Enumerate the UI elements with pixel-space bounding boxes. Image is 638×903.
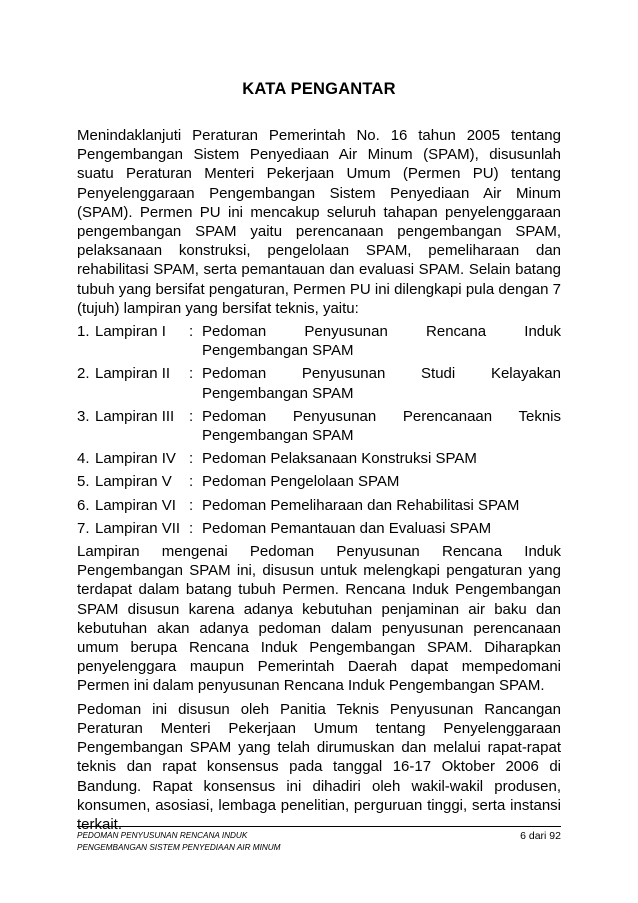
intro-paragraph: Menindaklanjuti Peraturan Pemerintah No. 16 tahun 2005 tentang Pengembangan Sistem Penyediaan Air Minum (SPAM), disusunlah suatu Peraturan Menteri Pekerjaan Umum (Permen PU) tentang Penyelenggaraan Pengembangan Sistem Penyediaan Air Minum (SPAM). Permen PU ini mencakup seluruh tahapan penyelenggaraan pengembangan SPAM yaitu perencanaan pengembangan SPAM, pelaksanaan konstruksi, pengelolaan SPAM, pemeliharaan dan rehabilitasi SPAM, serta pemantauan dan evaluasi SPAM. Selain batang tubuh yang bersifat pengaturan, Permen PU ini dilengkapi pula dengan 7 (tujuh) lampiran yang bersifat teknis, yaitu: (77, 127, 561, 317)
third-paragraph: Pedoman ini disusun oleh Panitia Teknis Penyusunan Rancangan Peraturan Menteri Pekerjaan Umum tentang Penyelenggaraan Pengembangan SPAM yang telah dirumuskan dan melalui rapat-rapat teknis dan rapat konsensus pada tanggal 16-17 Oktober 2006 di Bandung. Rapat konsensus ini dihadiri oleh wakil-wakil produsen, konsumen, asosiasi, lembaga penelitian, perguruan tinggi, serta instansi terkait. (77, 700, 561, 833)
footer-page-number: 6 dari 92 (520, 830, 561, 842)
annex-number: 7. (77, 519, 90, 537)
annex-name: Lampiran V (95, 473, 172, 491)
annex-item (77, 519, 561, 538)
footer-title-line-1: PEDOMAN PENYUSUNAN RENCANA INDUK (77, 831, 248, 840)
annex-colon: : (189, 496, 194, 514)
annex-number: 5. (77, 473, 90, 491)
document-body (77, 126, 561, 838)
page-title: KATA PENGANTAR (242, 80, 396, 98)
annex-number: 2. (77, 365, 90, 383)
annex-colon: : (189, 519, 194, 537)
annex-item (77, 322, 561, 360)
annex-number: 3. (77, 407, 90, 425)
annex-name: Lampiran VI (95, 496, 176, 514)
annex-item (77, 472, 561, 491)
annex-description: Pedoman Penyusunan Studi Kelayakan Pengembangan SPAM (202, 365, 561, 402)
annex-colon: : (189, 323, 194, 341)
second-paragraph: Lampiran mengenai Pedoman Penyusunan Rencana Induk Pengembangan SPAM ini, disusun untuk melengkapi pengaturan yang terdapat dalam batang tubuh Permen. Rencana Induk Pengembangan SPAM disusun karena adanya kebutuhan penjaminan air baku dan kebutuhan akan adanya pedoman dalam penyusunan perencanaan umum berupa Rencana Induk Pengembangan SPAM. Diharapkan penyelenggara maupun Pemerintah Daerah dapat mempedomani Permen ini dalam penyusunan Rencana Induk Pengembangan SPAM. (77, 543, 561, 695)
annex-name: Lampiran III (95, 407, 175, 425)
annex-name: Lampiran I (95, 323, 166, 341)
annex-description: Pedoman Pengelolaan SPAM (202, 473, 400, 491)
annex-name: Lampiran II (95, 365, 171, 383)
footer-divider (77, 826, 561, 827)
annex-colon: : (189, 450, 194, 468)
annex-description: Pedoman Pelaksanaan Konstruksi SPAM (202, 450, 477, 468)
annex-description: Pedoman Penyusunan Perencanaan Teknis Pengembangan SPAM (202, 407, 561, 445)
annex-name: Lampiran IV (95, 450, 176, 468)
annex-item (77, 364, 561, 402)
annex-number: 6. (77, 496, 90, 514)
annex-colon: : (189, 473, 194, 491)
annex-number: 1. (77, 323, 90, 341)
footer-document-title (77, 830, 281, 854)
annex-colon: : (189, 365, 194, 383)
annex-item (77, 449, 561, 468)
annex-description: Pedoman Penyusunan Rencana Induk Pengembangan SPAM (202, 323, 561, 360)
annex-description: Pedoman Pemantauan dan Evaluasi SPAM (202, 519, 492, 537)
annex-item (77, 496, 561, 515)
annex-colon: : (189, 407, 194, 425)
annex-number: 4. (77, 450, 90, 468)
annex-item (77, 407, 561, 445)
footer-title-line-2: PENGEMBANGAN SISTEM PENYEDIAAN AIR MINUM (77, 843, 281, 852)
annex-description: Pedoman Pemeliharaan dan Rehabilitasi SPAM (202, 496, 520, 514)
annex-name: Lampiran VII (95, 519, 181, 537)
annex-list (77, 322, 561, 538)
